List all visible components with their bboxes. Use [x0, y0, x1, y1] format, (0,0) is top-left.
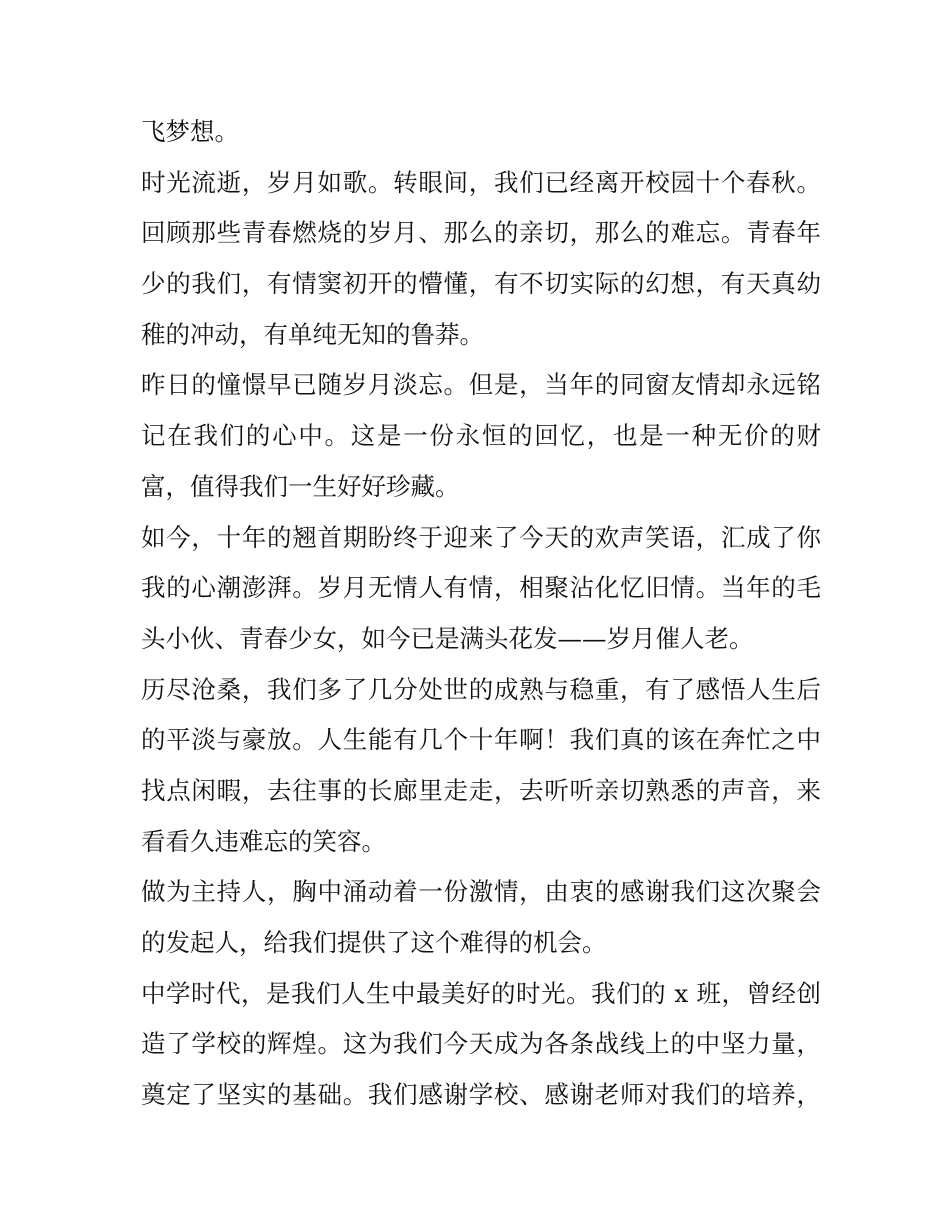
text-line: 头小伙、青春少女，如今已是满头花发——岁月催人老。 [141, 623, 754, 653]
text-line: 我的心潮澎湃。岁月无情人有情，相聚沾化忆旧情。当年的毛 [141, 573, 821, 603]
text-line: 的平淡与豪放。人生能有几个十年啊！我们真的该在奔忙之中 [141, 725, 821, 755]
text-line: 中学时代，是我们人生中最美好的时光。我们的 x 班，曾经创 [141, 978, 821, 1008]
text-line: 少的我们，有情窦初开的懵懂，有不切实际的幻想，有天真幼 [141, 269, 821, 299]
text-line: 找点闲暇，去往事的长廊里走走，去听听亲切熟悉的声音，来 [141, 775, 821, 805]
text-line: 历尽沧桑，我们多了几分处世的成熟与稳重，有了感悟人生后 [141, 674, 821, 704]
text-line: 富，值得我们一生好好珍藏。 [141, 471, 460, 501]
text-line: 稚的冲动，有单纯无知的鲁莽。 [141, 319, 484, 349]
text-line: 做为主持人，胸中涌动着一份激情，由衷的感谢我们这次聚会 [141, 877, 821, 907]
text-line: 如今，十年的翘首期盼终于迎来了今天的欢声笑语，汇成了你 [141, 522, 821, 552]
text-line: 飞梦想。 [141, 117, 239, 146]
text-line: 奠定了坚实的基础。我们感谢学校、感谢老师对我们的培养， [141, 1080, 821, 1110]
text-line: 回顾那些青春燃烧的岁月、那么的亲切，那么的难忘。青春年 [141, 218, 821, 248]
text-line: 看看久违难忘的笑容。 [141, 826, 386, 856]
text-line: 造了学校的辉煌。这为我们今天成为各条战线上的中坚力量， [141, 1029, 821, 1059]
text-line: 昨日的憧憬早已随岁月淡忘。但是，当年的同窗友情却永远铭 [141, 370, 821, 400]
text-line: 记在我们的心中。这是一份永恒的回忆，也是一种无价的财 [141, 421, 821, 451]
text-line: 时光流逝，岁月如歌。转眼间，我们已经离开校园十个春秋。 [141, 167, 821, 197]
document-body [141, 107, 821, 1121]
text-line: 的发起人，给我们提供了这个难得的机会。 [141, 928, 607, 957]
